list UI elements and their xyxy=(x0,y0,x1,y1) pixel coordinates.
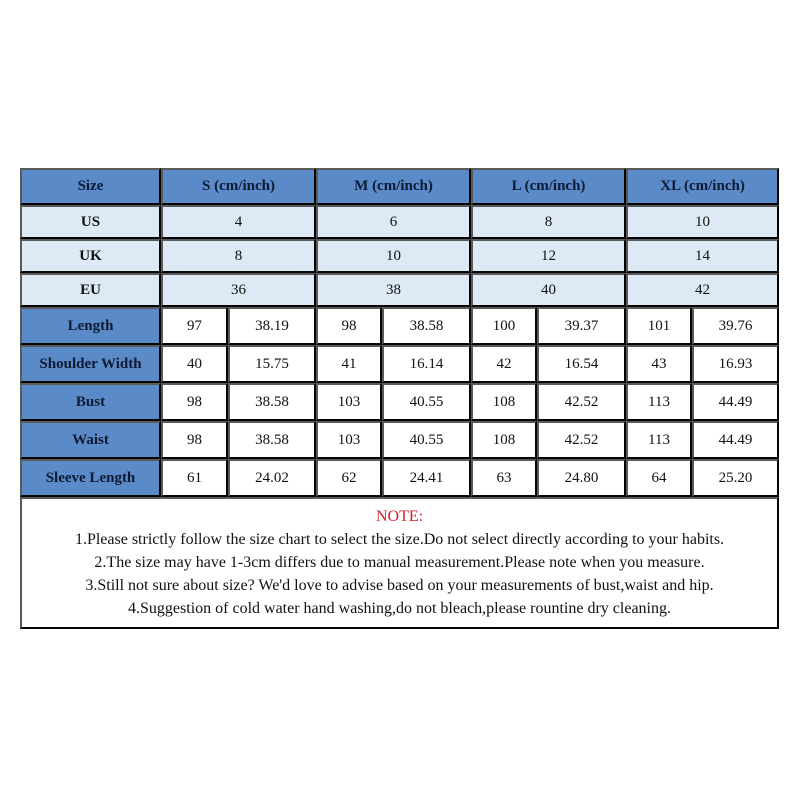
cell: 14 xyxy=(626,239,779,273)
cell: 42 xyxy=(626,273,779,307)
cell: 24.41 xyxy=(382,459,471,497)
cell: 44.49 xyxy=(692,421,779,459)
cell: 42.52 xyxy=(537,383,626,421)
row-label: Length xyxy=(20,307,161,345)
note-row xyxy=(20,497,779,629)
cell: 40 xyxy=(471,273,626,307)
cell: 10 xyxy=(316,239,471,273)
row-waist xyxy=(20,421,779,459)
row-shoulder-width xyxy=(20,345,779,383)
cell: 40.55 xyxy=(382,383,471,421)
row-uk xyxy=(20,239,779,273)
row-bust xyxy=(20,383,779,421)
cell: 16.14 xyxy=(382,345,471,383)
cell: 41 xyxy=(316,345,382,383)
note-line-1: 1.Please strictly follow the size chart to select the size.Do not select directly according to your habits. xyxy=(74,531,725,548)
cell: 40.55 xyxy=(382,421,471,459)
cell: 38.58 xyxy=(382,307,471,345)
cell: 101 xyxy=(626,307,692,345)
row-label: EU xyxy=(20,273,161,307)
cell: 10 xyxy=(626,205,779,239)
row-label: UK xyxy=(20,239,161,273)
row-length xyxy=(20,307,779,345)
cell: 24.02 xyxy=(228,459,316,497)
row-eu xyxy=(20,273,779,307)
cell: 36 xyxy=(161,273,316,307)
note-title: NOTE: xyxy=(375,508,424,525)
cell: 42.52 xyxy=(537,421,626,459)
note-line-4: 4.Suggestion of cold water hand washing,do not bleach,please rountine dry cleaning. xyxy=(128,600,671,617)
cell: 8 xyxy=(471,205,626,239)
cell: 62 xyxy=(316,459,382,497)
size-header: Size xyxy=(20,168,161,205)
row-sleeve-length xyxy=(20,459,779,497)
cell: 98 xyxy=(161,383,228,421)
cell: 4 xyxy=(161,205,316,239)
cell: 98 xyxy=(161,421,228,459)
row-us xyxy=(20,205,779,239)
cell: 38.58 xyxy=(228,421,316,459)
cell: 12 xyxy=(471,239,626,273)
cell: 39.76 xyxy=(692,307,779,345)
note-line-2: 2.The size may have 1-3cm differs due to manual measurement.Please note when you measure. xyxy=(94,554,705,571)
cell: 108 xyxy=(471,383,537,421)
cell: 42 xyxy=(471,345,537,383)
cell: 108 xyxy=(471,421,537,459)
note-section xyxy=(20,497,779,629)
cell: 100 xyxy=(471,307,537,345)
header-s: S (cm/inch) xyxy=(161,168,316,205)
note-line-3: 3.Still not sure about size? We'd love to advise based on your measurements of bust,waist and hip. xyxy=(85,577,714,594)
cell: 6 xyxy=(316,205,471,239)
cell: 103 xyxy=(316,383,382,421)
header-l: L (cm/inch) xyxy=(471,168,626,205)
size-chart-table xyxy=(20,168,779,629)
cell: 97 xyxy=(161,307,228,345)
cell: 16.93 xyxy=(692,345,779,383)
header-row xyxy=(20,168,779,205)
cell: 16.54 xyxy=(537,345,626,383)
header-m: M (cm/inch) xyxy=(316,168,471,205)
header-xl: XL (cm/inch) xyxy=(626,168,779,205)
cell: 98 xyxy=(316,307,382,345)
row-label: Bust xyxy=(20,383,161,421)
row-label: Shoulder Width xyxy=(20,345,161,383)
cell: 43 xyxy=(626,345,692,383)
row-label: US xyxy=(20,205,161,239)
cell: 113 xyxy=(626,421,692,459)
cell: 103 xyxy=(316,421,382,459)
cell: 38.58 xyxy=(228,383,316,421)
cell: 8 xyxy=(161,239,316,273)
cell: 38 xyxy=(316,273,471,307)
cell: 15.75 xyxy=(228,345,316,383)
row-label: Waist xyxy=(20,421,161,459)
row-label: Sleeve Length xyxy=(20,459,161,497)
cell: 39.37 xyxy=(537,307,626,345)
cell: 64 xyxy=(626,459,692,497)
cell: 63 xyxy=(471,459,537,497)
cell: 44.49 xyxy=(692,383,779,421)
cell: 61 xyxy=(161,459,228,497)
cell: 25.20 xyxy=(692,459,779,497)
cell: 24.80 xyxy=(537,459,626,497)
cell: 40 xyxy=(161,345,228,383)
cell: 113 xyxy=(626,383,692,421)
cell: 38.19 xyxy=(228,307,316,345)
